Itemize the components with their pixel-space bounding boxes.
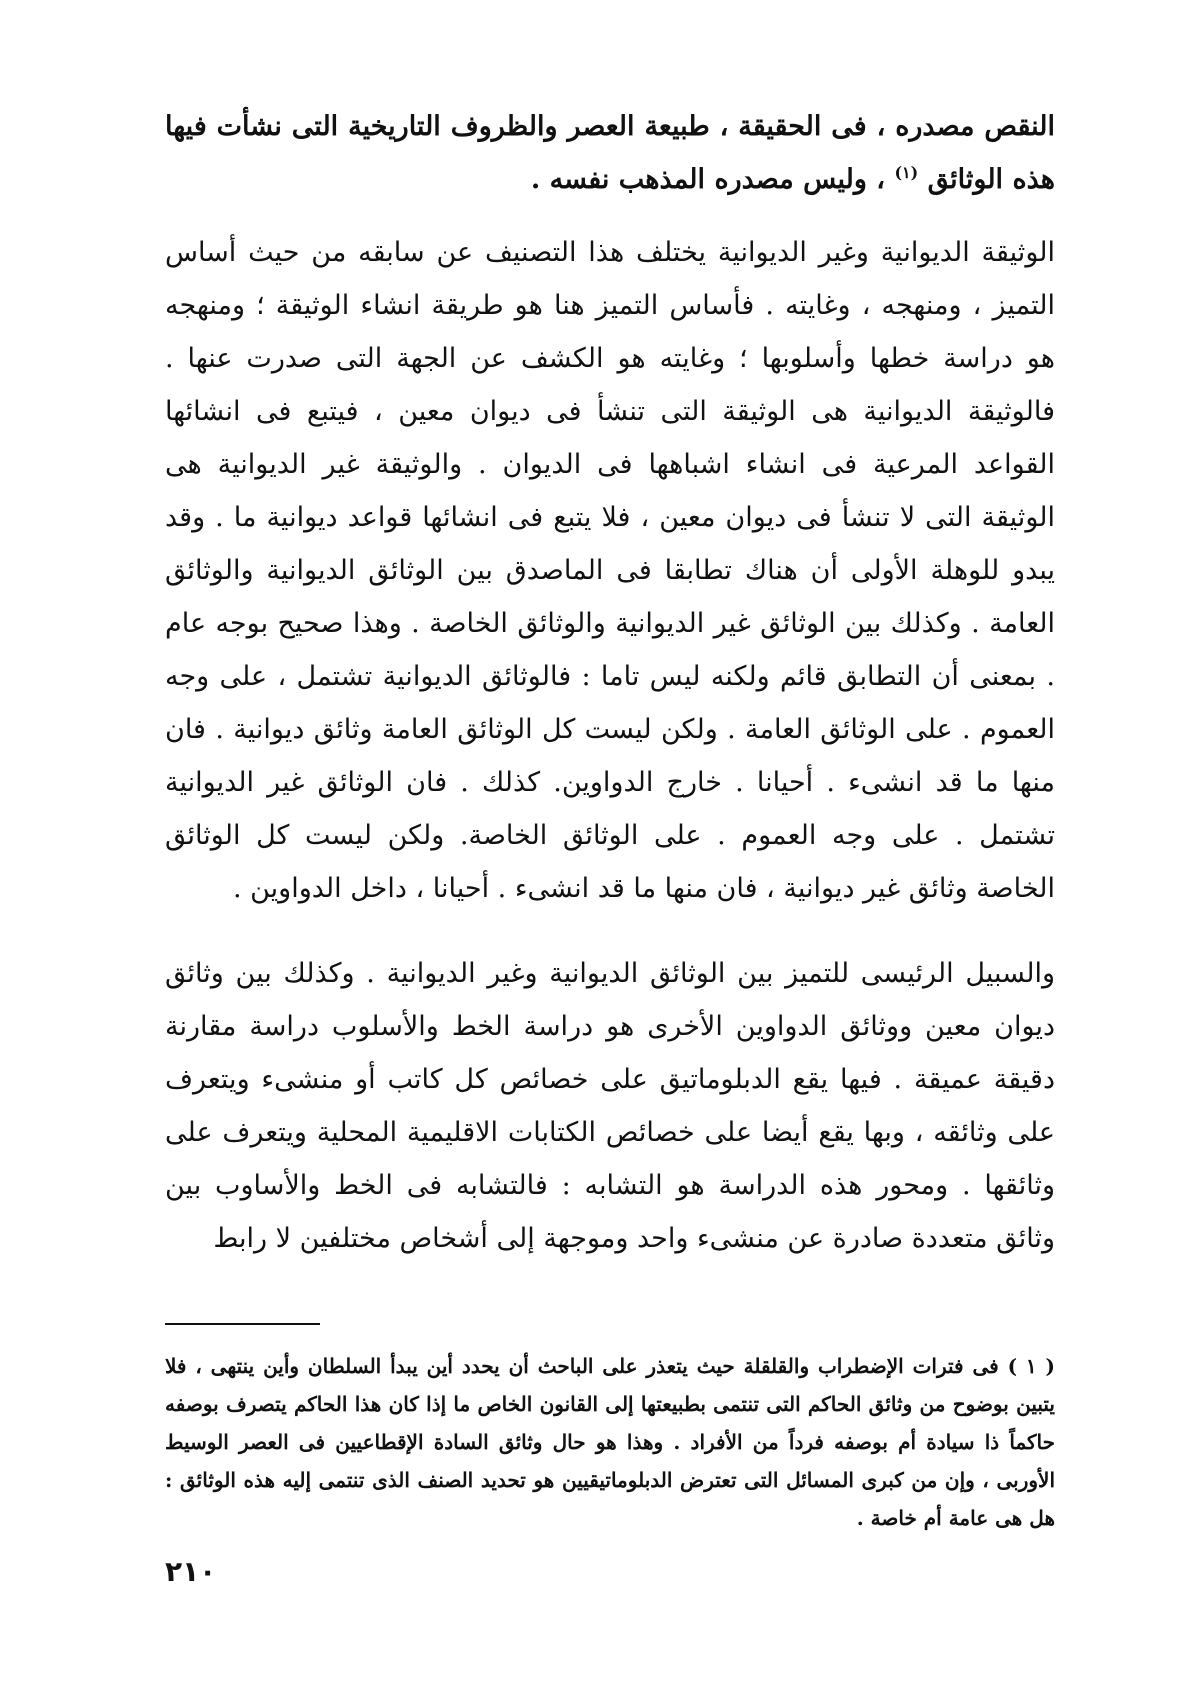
page-number: ٢١٠ (165, 1555, 217, 1588)
paragraph-distinction-method: والسبيل الرئيسى للتميز بين الوثائق الديوانية وغير الديوانية . وكذلك بين وثائق ديوان معين ووثائق الدواوين الأخرى هو دراسة الخط والأسلوب دراسة مقارنة دقيقة عميقة . فيها يقع الدبلوماتيق على خصائص كل كاتب أو منشىء ويتعرف على وثائقه ، وبها يقع أيضا على خصائص الكتابات الاقليمية المحلية ويتعرف على وثائقها . ومحور هذه الدراسة هو التشابه : فالتشابه فى الخط والأساوب بين وثائق متعددة صادرة عن منشىء واحد وموجهة إلى أشخاص مختلفين لا رابط (165, 958, 1055, 1254)
paragraph-diwani-documents: الوثيقة الديوانية وغير الديوانية يختلف هذا التصنيف عن سابقه من حيث أساس التميز ، ومنهجه ، وغايته . فأساس التميز هنا هو طريقة انشاء الوثيقة ؛ ومنهجه هو دراسة خطها وأسلوبها ؛ وغايته هو الكشف عن الجهة التى صدرت عنها . فالوثيقة الديوانية هى الوثيقة التى تنشأ فى ديوان معين ، فيتبع فى انشائها القواعد المرعية فى انشاء اشباهها فى الديوان . والوثيقة غير الديوانية هى الوثيقة التى لا تنشأ فى ديوان معين ، فلا يتبع فى انشائها قواعد ديوانية ما . وقد يبدو للوهلة الأولى أن هناك تطابقا فى الماصدق بين الوثائق الديوانية والوثائق العامة . وكذلك بين الوثائق غير الديوانية والوثائق الخاصة . وهذا صحيح بوجه عام . بمعنى أن التطابق قائم ولكنه ليس تاما : فالوثائق الديوانية تشتمل ، على وجه العموم . على الوثائق العامة . ولكن ليست كل الوثائق العامة وثائق ديوانية . فان منها ما قد انشىء . أحيانا . خارج الدواوين. كذلك . فان الوثائق غير الديوانية تشتمل . على وجه العموم . على الوثائق الخاصة. ولكن ليست كل الوثائق الخاصة وثائق غير ديوانية ، فان منها ما قد انشىء . أحيانا ، داخل الدواوين . (165, 237, 1055, 904)
footnote: ( ١ ) فى فترات الإضطراب والقلقلة حيث يتعذر على الباحث أن يحدد أين يبدأ السلطان وأين ينتهى ، فلا يتبين بوضوح من وثائق الحاكم التى تنتمى بطبيعتها إلى القانون الخاص ما إذا كان هذا الحاكم يتصرف بوصفه حاكماً ذا سيادة أم بوصفه فرداً من الأفراد . وهذا هو حال وثائق السادة الإقطاعيين فى العصر الوسيط الأوربى ، وإن من كبرى المسائل التى تعترض الدبلوماتيقيين هو تحديد الصنف الذى تنتمى إليه هذه الوثائق : هل هى عامة أم خاصة . (165, 1354, 1055, 1530)
footnote-separator (165, 1323, 320, 1325)
paragraph-continuation (165, 100, 1055, 206)
paragraph-continuation-text: النقص مصدره ، فى الحقيقة ، طبيعة العصر والظروف التاريخية التى نشأت فيها هذه الوثائق (165, 111, 1055, 195)
main-text (165, 100, 1055, 1265)
paragraph-continuation-end: ، وليس مصدره المذهب نفسه . (530, 164, 886, 195)
footnote-reference: (١) (894, 163, 919, 182)
